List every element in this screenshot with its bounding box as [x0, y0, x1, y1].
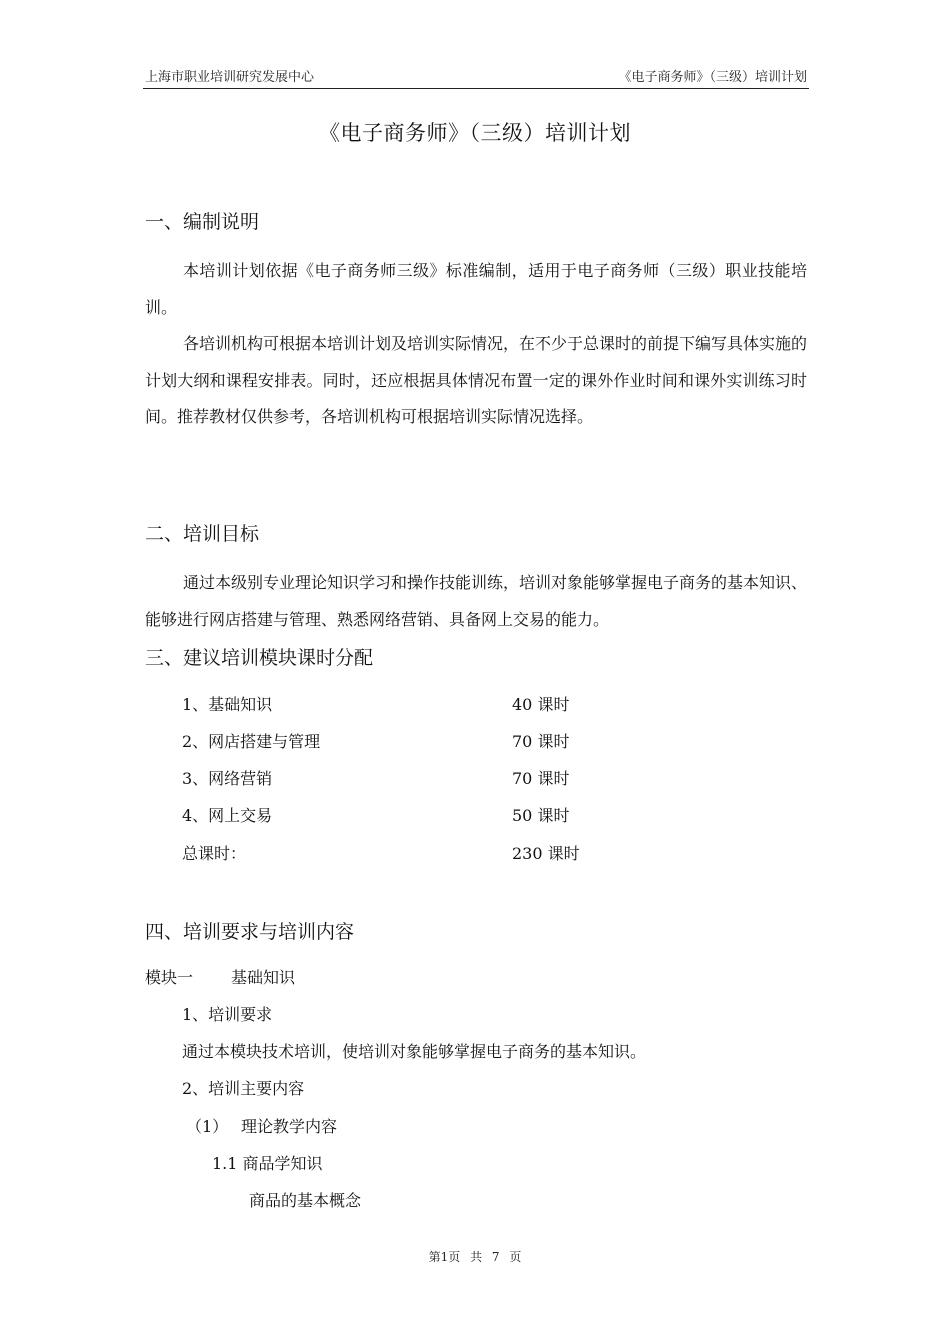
section-heading-hours: 三、建议培训模块课时分配 — [145, 647, 374, 669]
module-row-name: 1、基础知识 — [182, 695, 273, 714]
module-row-hours: 70 课时 — [512, 732, 570, 751]
module-name: 基础知识 — [231, 968, 296, 987]
section-heading-objectives: 二、培训目标 — [145, 523, 260, 545]
content-heading: 2、培训主要内容 — [182, 1079, 305, 1098]
module-row-hours: 50 课时 — [512, 806, 570, 825]
section1-paragraph-1: 本培训计划依据《电子商务师三级》标准编制，适用于电子商务师（三级）职业技能培训。 — [145, 261, 807, 317]
module-row-name: 4、网上交易 — [182, 806, 273, 825]
document-title: 《电子商务师》（三级）培训计划 — [319, 121, 631, 145]
page-footer: 第1页 共 7 页 — [428, 1250, 522, 1264]
section1-paragraph-2: 各培训机构可根据本培训计划及培训实际情况，在不少于总课时的前提下编写具体实施的计划大纲和课程安排表。同时，还应根据具体情况布置一定的课外作业时间和课外实训练习时间。推荐教材仅供参考，各培训机构可根据培训实际情况选择。 — [145, 334, 808, 426]
total-hours-label: 总课时： — [182, 844, 247, 863]
section-heading-content: 四、培训要求与培训内容 — [145, 921, 355, 943]
theory-label: 理论教学内容 — [241, 1117, 338, 1136]
module-row-hours: 70 课时 — [512, 769, 570, 788]
module-label: 模块一 — [145, 968, 194, 987]
module-row-hours: 40 课时 — [512, 695, 570, 714]
header-organization: 上海市职业培训研究发展中心 — [145, 70, 315, 85]
header-document-title: 《电子商务师》（三级）培训计划 — [618, 70, 807, 85]
module-row-name: 2、网店搭建与管理 — [182, 732, 321, 751]
subsection-item: 商品的基本概念 — [249, 1191, 362, 1210]
subsection-heading: 1.1 商品学知识 — [212, 1154, 323, 1173]
page-header — [143, 68, 809, 89]
total-hours-value: 230 课时 — [512, 844, 580, 863]
module-row-name: 3、网络营销 — [182, 769, 273, 788]
requirements-text: 通过本模块技术培训，使培训对象能够掌握电子商务的基本知识。 — [182, 1042, 647, 1061]
theory-number: （1） — [186, 1117, 229, 1136]
section2-paragraph: 通过本级别专业理论知识学习和操作技能训练，培训对象能够掌握电子商务的基本知识、能够进行网店搭建与管理、熟悉网络营销、具备网上交易的能力。 — [145, 573, 808, 629]
requirements-heading: 1、培训要求 — [182, 1005, 273, 1024]
section-heading-compilation: 一、编制说明 — [145, 211, 260, 233]
